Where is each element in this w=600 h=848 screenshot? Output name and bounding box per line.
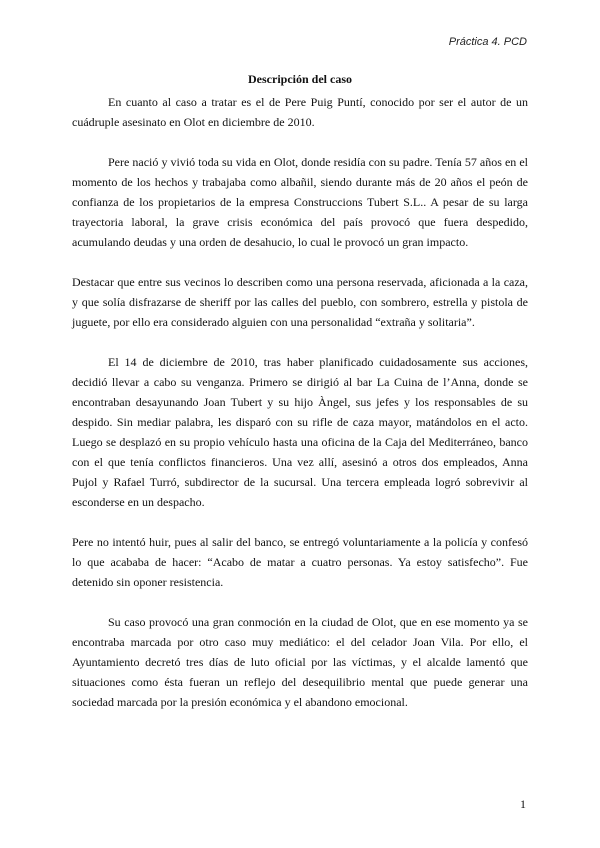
paragraph-1: En cuanto al caso a tratar es el de Pere Puig Puntí, conocido por ser el autor de un cuádruple asesinato en Olot en diciembre de 2010. [72,95,528,129]
section-title: Descripción del caso [248,72,352,86]
paragraph-4: El 14 de diciembre de 2010, tras haber planificado cuidadosamente sus acciones, decidió llevar a cabo su venganza. Primero se dirigió al bar La Cuina de l’Anna, donde se encontraban desayunando Joan Tubert y su hijo Àngel, sus jefes y los responsables de su despido. Sin mediar palabra, les disparó con su rifle de caza mayor, matándolos en el acto. Luego se desplazó en su propio vehículo hasta una oficina de la Caja del Mediterráneo, banco con el que tenía conflictos financieros. Una vez allí, asesinó a otros dos empleados, Anna Pujol y Rafael Turró, subdirector de la sucursal. Una tercera empleada logró sobrevivir al esconderse en un despacho. [72,355,528,509]
paragraph-3: Destacar que entre sus vecinos lo describen como una persona reservada, aficionada a la caza, y que solía disfrazarse de sheriff por las calles del pueblo, con sombrero, estrella y pistola de juguete, por ello era considerado alguien con una personalidad “extraña y solitaria”. [72,275,528,329]
page-header: Práctica 4. PCD [448,36,527,48]
paragraph-6: Su caso provocó una gran conmoción en la ciudad de Olot, que en ese momento ya se encontraba marcada por otro caso muy mediático: el del celador Joan Vila. Por ello, el Ayuntamiento decretó tres días de luto oficial por las víctimas, y el alcalde lamentó que situaciones como ésta fueran un reflejo del desequilibrio mental que puede generar una sociedad marcada por la presión económica y el abandono emocional. [72,615,528,709]
page-number: 1 [520,797,526,811]
document-body [72,92,528,712]
paragraph-5: Pere no intentó huir, pues al salir del banco, se entregó voluntariamente a la policía y confesó lo que acababa de hacer: “Acabo de matar a cuatro personas. Ya estoy satisfecho”. Fue detenido sin oponer resistencia. [72,535,528,589]
paragraph-2: Pere nació y vivió toda su vida en Olot, donde residía con su padre. Tenía 57 años en el momento de los hechos y trabajaba como albañil, siendo durante más de 20 años el peón de confianza de los propietarios de la empresa Construccions Tubert S.L.. A pesar de su larga trayectoria laboral, la grave crisis económica del país provocó que fuera despedido, acumulando deudas y una orden de desahucio, lo cual le provocó un gran impacto. [72,155,528,249]
